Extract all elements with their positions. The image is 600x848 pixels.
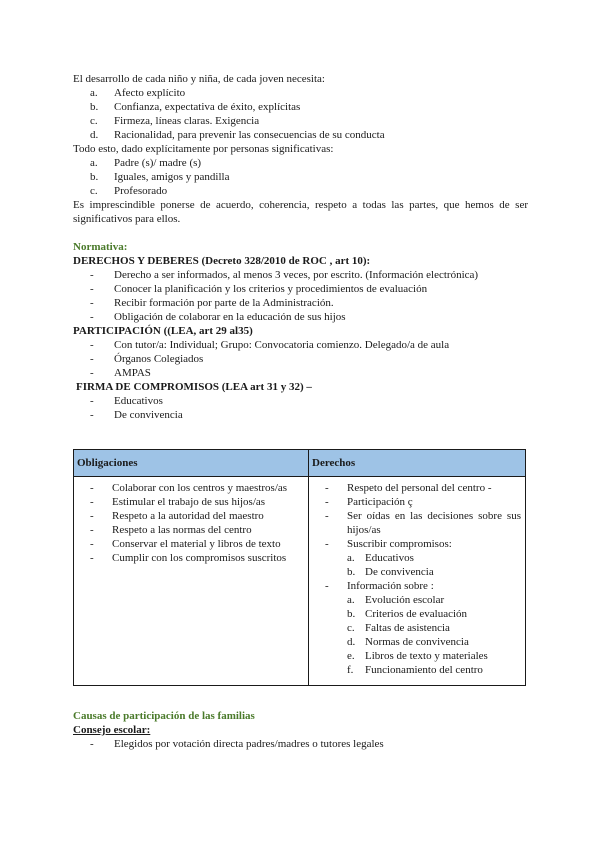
list-item: - Conservar el material y libros de texto (90, 538, 281, 550)
list-item: - Colaborar con los centros y maestros/as (90, 482, 288, 494)
compromisos-sublist (330, 551, 521, 579)
list-item: - Estimular el trabajo de sus hijos/as (90, 496, 266, 508)
list-item: d. Normas de convivencia (347, 636, 469, 648)
intro-line-2: Todo esto, dado explícitamente por personas significativas: (73, 143, 334, 155)
list-item: - Elegidos por votación directa padres/madres o tutores legales (90, 738, 384, 750)
document-body (73, 72, 528, 422)
list-item: b. De convivencia (347, 566, 434, 578)
intro-paragraph: Es imprescindible ponerse de acuerdo, coherencia, respeto a todas las partes, que hemos de ser significativos para ellos. (73, 199, 528, 225)
list-item: - Obligación de colaborar en la educación de sus hijos (90, 311, 346, 323)
derechos-cell-list (313, 481, 521, 551)
obligaciones-list (78, 481, 304, 565)
participacion-heading: PARTICIPACIÓN ((LEA, art 29 al35) (73, 325, 253, 337)
list-item: c. Profesorado (90, 185, 168, 197)
obligaciones-cell (74, 477, 309, 686)
list-item: - Recibir formación por parte de la Administración. (90, 297, 334, 309)
derechos-list (73, 268, 528, 324)
derechos-heading: DERECHOS Y DEBERES (Decreto 328/2010 de ROC , art 10): (73, 255, 371, 267)
list-item: - Con tutor/a: Individual; Grupo: Convocatoria comienzo. Delegado/a de aula (90, 339, 450, 351)
list-item: - Respeto del personal del centro - (325, 482, 492, 494)
participacion-list (73, 338, 528, 380)
list-item: a. Padre (s)/ madre (s) (90, 157, 202, 169)
normativa-heading: Normativa: (73, 241, 128, 253)
list-item: - Cumplir con los compromisos suscritos (90, 552, 287, 564)
list-item: f. Funcionamiento del centro (347, 664, 483, 676)
persons-list (73, 156, 528, 198)
list-item: - De convivencia (90, 409, 183, 421)
causas-heading: Causas de participación de las familias (73, 710, 255, 722)
list-item: a. Afecto explícito (90, 87, 186, 99)
list-item: a. Educativos (347, 552, 414, 564)
list-item: e. Libros de texto y materiales (347, 650, 488, 662)
table-header-derechos: Derechos (309, 450, 526, 477)
informacion-sublist (330, 593, 521, 677)
list-item: - Participación ç (325, 496, 413, 508)
informacion-list (313, 579, 521, 593)
intro-line: El desarrollo de cada niño y niña, de cada joven necesita: (73, 73, 325, 85)
causas-list (73, 737, 528, 751)
list-item: - Derecho a ser informados, al menos 3 veces, por escrito. (Información electrónica) (90, 269, 479, 281)
obligaciones-derechos-table (73, 449, 526, 686)
list-item: - AMPAS (90, 367, 151, 379)
list-item: - Respeto a las normas del centro (90, 524, 252, 536)
list-item: c. Firmeza, líneas claras. Exigencia (90, 115, 260, 127)
firma-heading: FIRMA DE COMPROMISOS (LEA art 31 y 32) – (76, 381, 312, 393)
list-item: - Ser oídas en las decisiones sobre sus hijos/as (325, 510, 521, 536)
needs-list (73, 86, 528, 142)
derechos-cell (309, 477, 526, 686)
list-item: - Suscribir compromisos: (325, 538, 452, 550)
consejo-escolar-heading: Consejo escolar: (73, 724, 151, 736)
list-item: d. Racionalidad, para prevenir las consecuencias de su conducta (90, 129, 385, 141)
causas-section (73, 709, 528, 751)
list-item: - Educativos (90, 395, 163, 407)
list-item: - Conocer la planificación y los criterios y procedimientos de evaluación (90, 283, 428, 295)
list-item: c. Faltas de asistencia (347, 622, 450, 634)
list-item: b. Criterios de evaluación (347, 608, 468, 620)
table-header-obligaciones: Obligaciones (74, 450, 309, 477)
list-item: - Órganos Colegiados (90, 353, 204, 365)
list-item: b. Iguales, amigos y pandilla (90, 171, 230, 183)
list-item: a. Evolución escolar (347, 594, 445, 606)
list-item: b. Confianza, expectativa de éxito, explícitas (90, 101, 301, 113)
firma-list (73, 394, 528, 422)
list-item: - Respeto a la autoridad del maestro (90, 510, 264, 522)
list-item: - Información sobre : (325, 580, 434, 592)
